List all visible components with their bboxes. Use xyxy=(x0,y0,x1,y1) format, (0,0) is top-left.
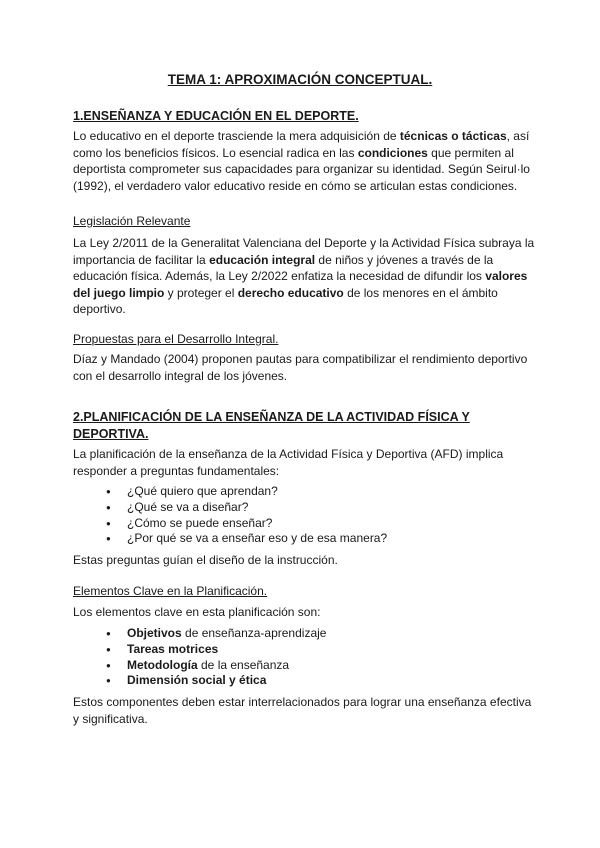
text-run: de la enseñanza xyxy=(197,657,290,672)
bold-term: técnicas o tácticas xyxy=(399,129,507,143)
section-2-paragraph-4: Estos componentes deben estar interrelacionados para lograr una enseñanza efectiva y significativa. xyxy=(73,695,532,726)
list-item xyxy=(106,626,326,642)
list-item xyxy=(106,673,326,689)
section-2-paragraph-2: Estas preguntas guían el diseño de la instrucción. xyxy=(73,553,338,567)
bold-term: Metodología xyxy=(127,657,198,672)
bold-term: educación integral xyxy=(209,252,316,267)
list-item: ● ¿Por qué se va a enseñar eso y de esa manera? xyxy=(106,531,387,547)
text-run: Lo educativo en el deporte trasciende la mera adquisición de xyxy=(73,129,400,143)
text-run: y proteger el xyxy=(164,285,238,300)
text-run: , así como los beneficios físicos. Lo esencial radica en las xyxy=(73,129,530,160)
section-1-paragraph-3: Díaz y Mandado (2004) proponen pautas para compatibilizar el rendimiento deportivo con el desarrollo integral de los jóvenes. xyxy=(73,352,528,383)
list-item: ● ¿Qué quiero que aprendan? xyxy=(106,484,387,500)
list-item: ● ¿Qué se va a diseñar? xyxy=(106,500,387,516)
questions-list xyxy=(106,484,387,547)
text-run: de los menores en el ámbito deportivo. xyxy=(73,285,498,316)
section-1-paragraph-2 xyxy=(73,235,535,318)
key-elements-subheading: Elementos Clave en la Planificación. xyxy=(73,584,268,598)
section-2-paragraph-1: La planificación de la enseñanza de la Actividad Física y Deportiva (AFD) implica responder a preguntas fundamentales: xyxy=(73,447,504,478)
section-1-heading: 1.ENSEÑANZA Y EDUCACIÓN EN EL DEPORTE. xyxy=(73,109,359,123)
bold-term: Objetivos xyxy=(127,626,182,640)
legislation-subheading: Legislación Relevante xyxy=(73,214,191,228)
section-2-heading: 2.PLANIFICACIÓN DE LA ENSEÑANZA DE LA ACTIVIDAD FÍSICA Y DEPORTIVA. xyxy=(73,410,470,441)
list-item: ● ¿Cómo se puede enseñar? xyxy=(106,516,387,532)
bold-term: Dimensión social y ética xyxy=(127,673,267,688)
elements-list xyxy=(106,626,326,689)
text-run: que permiten al deportista comprometer sus capacidades para organizar su identidad. Según Seirul·lo (1992), el verdadero valor educativo reside en cómo se articulan estas condiciones. xyxy=(73,145,530,193)
bold-term: valores del juego limpio xyxy=(73,269,528,300)
bold-term: derecho educativo xyxy=(237,285,344,300)
text-run: La Ley 2/2011 de la Generalitat Valenciana del Deporte y la Actividad Física subraya la importancia de facilitar la xyxy=(73,236,535,267)
list-item xyxy=(106,658,326,674)
text-run: de niños y jóvenes a través de la educación física. Además, la Ley 2/2022 enfatiza la necesidad de difundir los xyxy=(73,252,494,283)
text-run: de enseñanza-aprendizaje xyxy=(181,626,327,640)
bold-term: condiciones xyxy=(357,145,428,160)
integral-development-subheading: Propuestas para el Desarrollo Integral. xyxy=(73,332,279,346)
section-2-paragraph-3: Los elementos clave en esta planificación son: xyxy=(73,605,321,619)
list-item xyxy=(106,642,326,658)
bold-term: Tareas motrices xyxy=(127,641,219,656)
document-title: TEMA 1: APROXIMACIÓN CONCEPTUAL. xyxy=(167,72,433,87)
section-1-paragraph-1 xyxy=(73,128,535,194)
